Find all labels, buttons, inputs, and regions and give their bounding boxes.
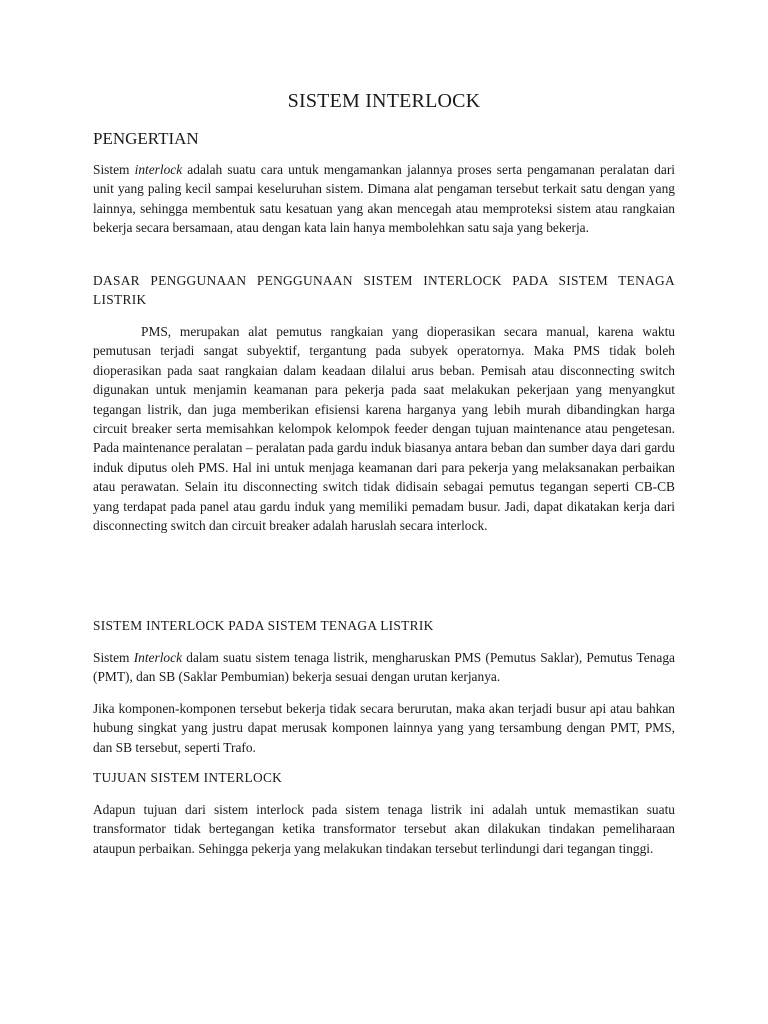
heading-pengertian: PENGERTIAN	[93, 129, 199, 148]
heading-sistem-interlock-tenaga-listrik: SISTEM INTERLOCK PADA SISTEM TENAGA LISTRIK	[93, 618, 434, 633]
paragraph-pengertian-post: adalah suatu cara untuk mengamankan jalannya proses serta pengamanan peralatan dari unit yang paling kecil sampai keseluruhan sistem. Dimana alat pengaman tersebut terkait satu dengan yang lainnya, sehingga membentuk satu kesatuan yang akan mencegah atau memproteksi sistem atau rangkaian bekerja secara bersamaan, atau dengan kata lain hanya membolehkan satu saja yang bekerja.	[93, 162, 675, 236]
paragraph-pengertian-em: interlock	[134, 162, 183, 177]
paragraph-sistem-interlock-1	[93, 648, 675, 687]
paragraph-sistem-interlock-2: Jika komponen-komponen tersebut bekerja tidak secara berurutan, maka akan terjadi busur api atau bahkan hubung singkat yang justru dapat merusak komponen lainnya yang yang tersambung dengan PMT, PMS, dan SB tersebut, seperti Trafo.	[93, 701, 675, 755]
heading-dasar-penggunaan: DASAR PENGGUNAAN PENGGUNAAN SISTEM INTERLOCK PADA SISTEM TENAGA LISTRIK	[93, 273, 675, 308]
paragraph-pengertian	[93, 160, 675, 238]
paragraph-dasar-penggunaan: PMS, merupakan alat pemutus rangkaian yang dioperasikan secara manual, karena waktu pemutusan terjadi sangat subyektif, tergantung pada subyek operatornya. Maka PMS tidak boleh dioperasikan pada saat rangkaian dalam keadaan dilalui arus beban. Pemisah atau disconnecting switch digunakan untuk menjamin keamanan para pekerja pada saat melakukan pekerjaan yang menyangkut tegangan listrik, dan juga memberikan efisiensi karena harganya yang lebih murah dibandingkan harga circuit breaker serta memisahkan kelompok kelompok feeder dengan tujuan maintenance atau pengetesan. Pada maintenance peralatan – peralatan pada gardu induk biasanya antara beban dan sumber daya dari gardu induk diputus oleh PMS. Hal ini untuk menjaga keamanan dari para pekerja yang melaksanakan perbaikan atau perawatan. Selain itu disconnecting switch tidak didisain sebagai pemutus tegangan seperti CB-CB yang terdapat pada panel atau gardu induk yang memiliki pemadam busur. Jadi, dapat dikatakan kerja dari disconnecting switch dan circuit breaker adalah haruslah secara interlock.	[93, 324, 675, 534]
document-title: SISTEM INTERLOCK	[287, 90, 481, 112]
paragraph-tujuan: Adapun tujuan dari sistem interlock pada sistem tenaga listrik ini adalah untuk memastikan suatu transformator tidak bertegangan ketika transformator tersebut akan dilakukan tindakan pemeliharaan ataupun perbaikan. Sehingga pekerja yang melakukan tindakan tersebut terlindungi dari tegangan tinggi.	[93, 802, 675, 856]
paragraph-sistem-em: Interlock	[133, 650, 183, 665]
heading-tujuan-sistem-interlock: TUJUAN SISTEM INTERLOCK	[93, 770, 283, 785]
paragraph-sistem-post: dalam suatu sistem tenaga listrik, mengharuskan PMS (Pemutus Saklar), Pemutus Tenaga (PMT), dan SB (Saklar Pembumian) bekerja sesuai dengan urutan kerjanya.	[93, 650, 675, 685]
paragraph-sistem-pre: Sistem	[93, 650, 134, 665]
paragraph-pengertian-pre: Sistem	[93, 162, 135, 177]
